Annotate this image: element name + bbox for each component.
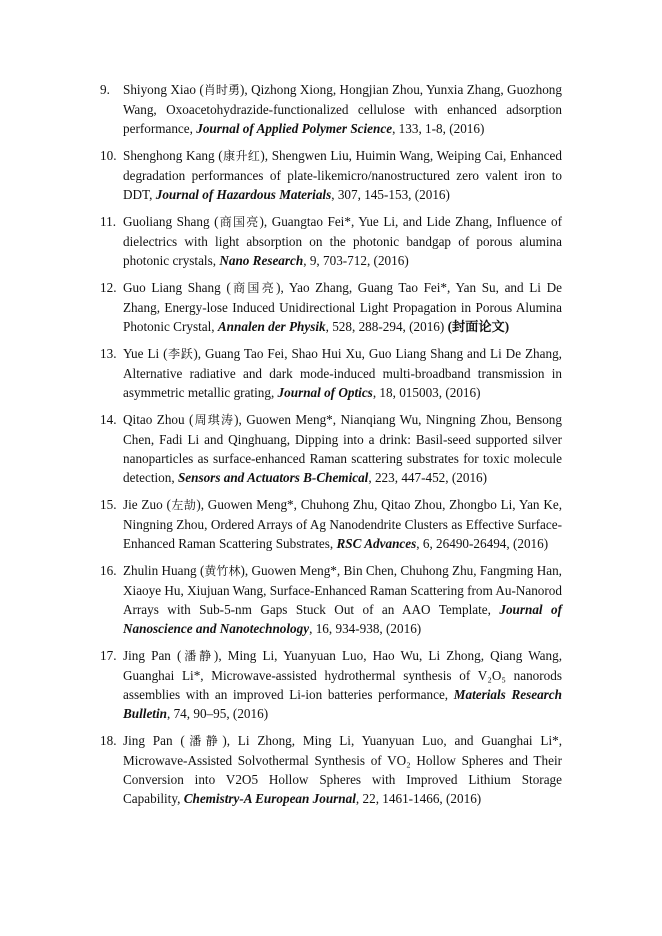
reference-number: 16. [100,563,117,578]
reference-text [123,344,562,402]
chinese-name: 左劼 [170,498,197,512]
journal-name: Chemistry-A European Journal [183,791,356,806]
journal-name: Materials Research Bulletin [123,687,562,721]
citation-details: , 16, 934-938, (2016) [309,621,422,636]
author-first: Qitao Zhou ( [123,412,194,427]
authors-and-title: ), Guowen Meng*, Chuhong Zhu, Qitao Zhou, Zhongbo Li, Yan Ke, Ningning Zhou, Ordered Arrays of Ag Nanodendrite Clusters as Effective Surface-Enhanced Raman Scattering Substrates, [123,497,562,551]
citation-details: , 528, 288-294, (2016) [325,319,448,334]
journal-name: Journal of Optics [277,385,373,400]
journal-name: Sensors and Actuators B-Chemical [177,470,369,485]
reference-number: 14. [100,412,117,427]
author-first: Yue Li ( [123,346,168,361]
citation-details: , 74, 90–95, (2016) [166,706,269,721]
chinese-name: 康升红 [222,149,261,163]
reference-text [123,212,562,270]
reference-item-13 [100,344,562,402]
authors-and-title: ), Guowen Meng*, Nianqiang Wu, Ningning Zhou, Bensong Chen, Fadi Li and Qinghuang, Dipping into a drink: Basil-seed supported silver nanoparticles as surface-enhanced Raman scattering substrates for toxic molecule detection, [123,412,562,485]
author-first: Shenghong Kang ( [123,148,223,163]
citation-details: , 9, 703-712, (2016) [303,253,409,268]
reference-item-18 [100,731,562,808]
citation-details: , 133, 1-8, (2016) [392,121,485,136]
citation-details: , 18, 015003, (2016) [372,385,481,400]
citation-details: , 22, 1461-1466, (2016) [355,791,482,806]
reference-list [100,80,562,816]
reference-text [123,278,562,336]
author-first: Zhulin Huang ( [123,563,205,578]
reference-text [123,410,562,487]
authors-and-title: ), Guangtao Fei*, Yue Li, and Lide Zhang, Influence of dielectrics with light absorption on the photonic bandgap of porous alumina photonic crystals, [123,214,562,268]
reference-number: 15. [100,497,117,512]
reference-item-12 [100,278,562,336]
reference-text [123,731,562,808]
reference-item-15 [100,495,562,553]
authors-and-title: ), Shengwen Liu, Huimin Wang, Weiping Cai, Enhanced degradation performances of plate-likemicro/nanostructured zero valent iron to DDT, [123,148,562,202]
reference-number: 9. [100,82,110,97]
citation-details: , 307, 145-153, (2016) [331,187,450,202]
authors-and-title: ), Li Zhong, Ming Li, Yuanyuan Luo, and Guanghai Li*, Microwave-Assisted Solvothermal Synthesis of VO₂ Hollow Spheres and Their Conversion into V2O5 Hollow Spheres with Improved Lithium Storage Capability, [123,733,562,806]
reference-number: 11. [100,214,116,229]
chinese-name: 潘静 [184,734,223,748]
citation-details: , 223, 447-452, (2016) [368,470,488,485]
journal-name: Journal of Nanoscience and Nanotechnology [123,602,562,636]
reference-number: 18. [100,733,117,748]
author-first: Guo Liang Shang ( [123,280,231,295]
journal-name: Annalen der Physik [217,319,326,334]
author-first: Jing Pan ( [123,648,182,663]
journal-name: Journal of Hazardous Materials [155,187,332,202]
chinese-name: 潘静 [181,649,214,663]
journal-name: RSC Advances [336,536,417,551]
reference-number: 12. [100,280,117,295]
reference-text [123,80,562,138]
chinese-name: 商国亮 [230,281,277,295]
reference-text [123,561,562,638]
chinese-name: 商国亮 [218,215,260,229]
chinese-name: 肖时勇 [203,83,241,97]
chinese-name: 周琪涛 [193,413,235,427]
chinese-name: 李跃 [167,347,194,361]
journal-name: Nano Research [219,253,304,268]
journal-name: Journal of Applied Polymer Science [196,121,393,136]
reference-text [123,646,562,723]
reference-number: 17. [100,648,117,663]
authors-and-title: ), Guowen Meng*, Bin Chen, Chuhong Zhu, Fangming Han, Xiaoye Hu, Xiujuan Wang, Surface-Enhanced Raman Scattering from Au-Nanorod Arrays with Sub-5-nm Gaps Stuck Out of an AAO Template, [123,563,562,617]
reference-text [123,146,562,204]
authors-and-title: ), Ming Li, Yuanyuan Luo, Hao Wu, Li Zhong, Qiang Wang, Guanghai Li*, Microwave-assisted hydrothermal synthesis of V₂O₅ nanorods assemblies with an improved Li-ion batteries performance, [123,648,562,702]
citation-details: , 6, 26490-26494, (2016) [416,536,549,551]
reference-item-14 [100,410,562,487]
reference-number: 10. [100,148,117,163]
author-first: Jie Zuo ( [123,497,171,512]
authors-and-title: ), Qizhong Xiong, Hongjian Zhou, Yunxia Zhang, Guozhong Wang, Oxoacetohydrazide-functionalized cellulose with enhanced adsorption performance, [123,82,562,136]
authors-and-title: ), Guang Tao Fei, Shao Hui Xu, Guo Liang Shang and Li De Zhang, Alternative radiative and dark mode-induced multi-broadband transmission in asymmetric metallic grating, [123,346,562,400]
reference-number: 13. [100,346,117,361]
reference-item-9 [100,80,562,138]
reference-text [123,495,562,553]
author-first: Shiyong Xiao ( [123,82,204,97]
reference-item-16 [100,561,562,638]
chinese-name: 黄竹林 [204,564,241,578]
authors-and-title: ), Yao Zhang, Guang Tao Fei*, Yan Su, and Li De Zhang, Energy-lose Induced Unidirectional Light Propagation in Porous Alumina Photonic Crystal, [123,280,562,334]
cover-paper-note: (封面论文) [447,319,510,334]
reference-item-10 [100,146,562,204]
author-first: Jing Pan ( [123,733,185,748]
author-first: Guoliang Shang ( [123,214,219,229]
reference-item-11 [100,212,562,270]
reference-item-17 [100,646,562,723]
